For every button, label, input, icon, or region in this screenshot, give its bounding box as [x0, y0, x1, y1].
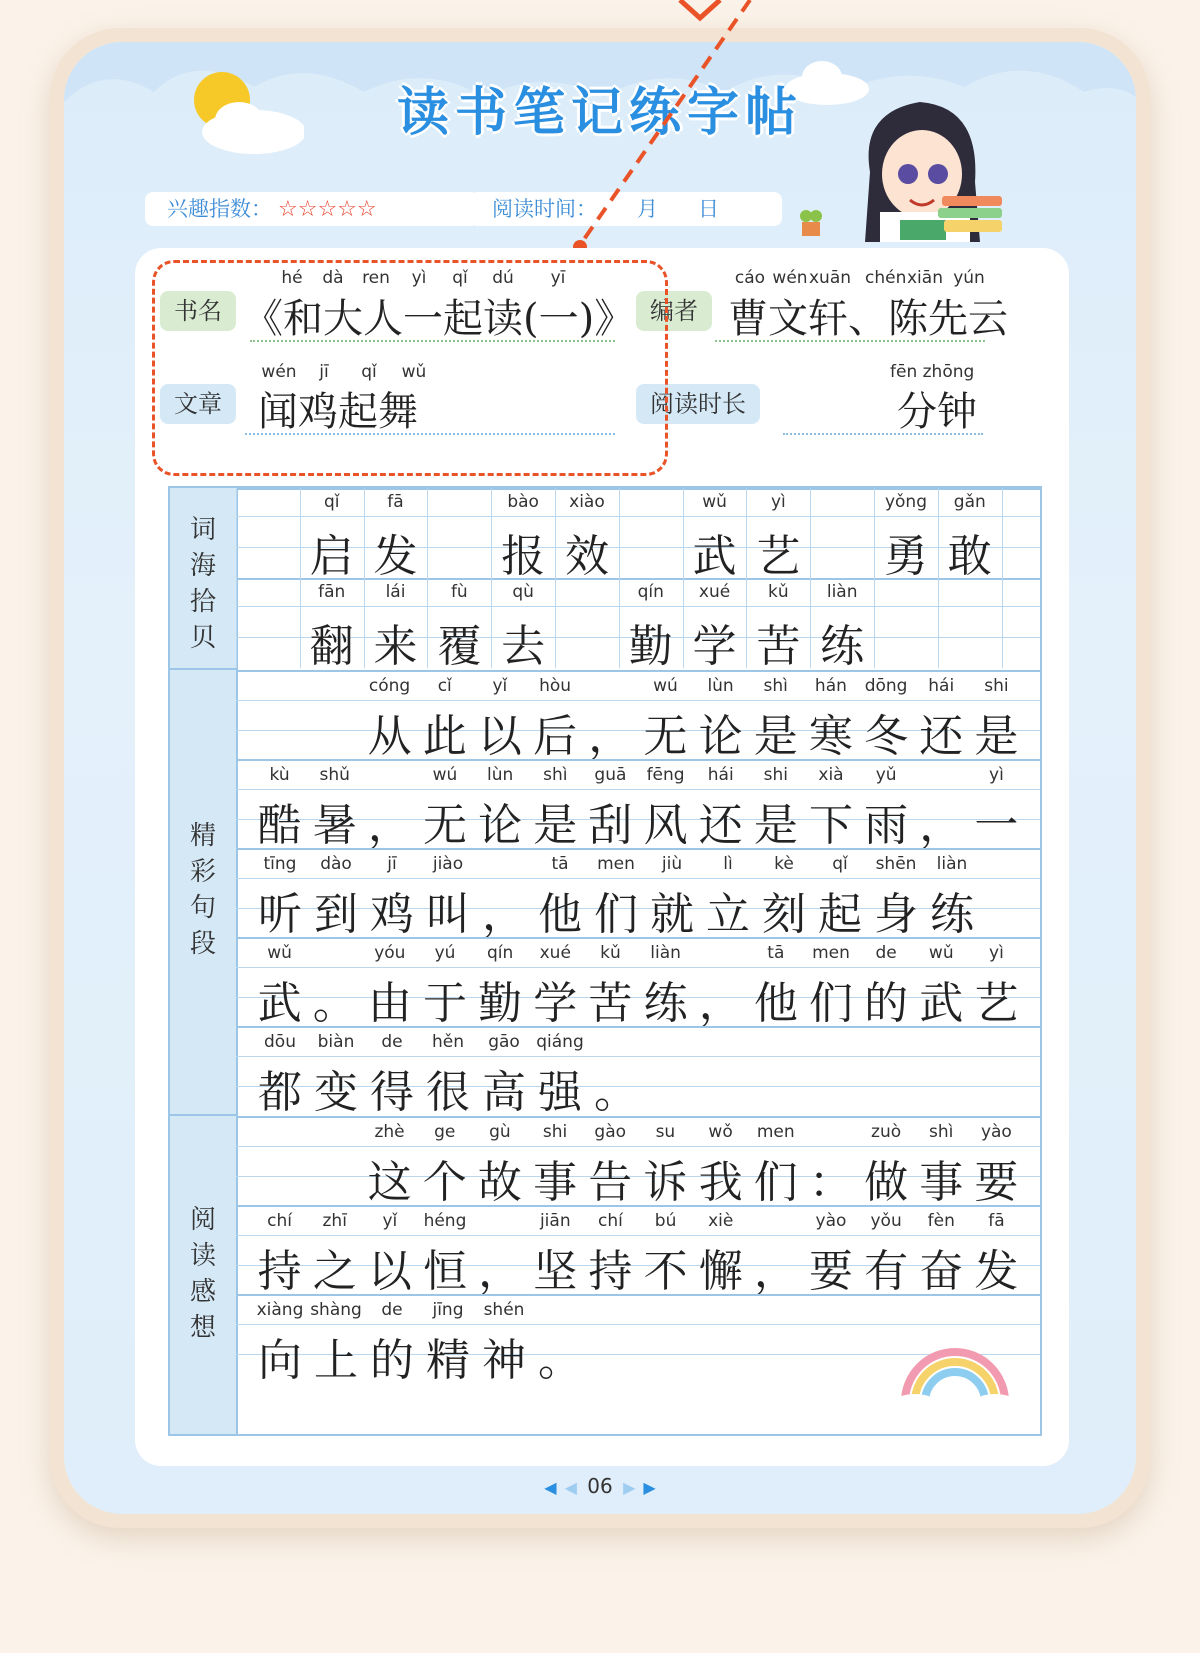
vocab-character: 来 [373, 621, 418, 672]
passage-pinyin: lùn [486, 765, 514, 785]
passage-character: 都 [258, 1067, 302, 1118]
passage-character: 寒 [808, 711, 853, 762]
thoughts-character: 要 [808, 1246, 853, 1297]
grid-cell-divider [874, 578, 875, 668]
passage-character: 的 [864, 978, 909, 1029]
vocab-character: 武 [692, 531, 737, 582]
passage-pinyin: jiù [661, 854, 683, 874]
passage-pinyin: cóng [368, 676, 411, 696]
passage-character: 后 [533, 711, 578, 762]
pinyin-syllable: wǔ [401, 362, 427, 382]
passage-pinyin: shì [543, 765, 568, 785]
interest-index [145, 192, 479, 226]
thoughts-character: 事 [919, 1157, 964, 1208]
grid-cell-divider [619, 488, 620, 578]
thoughts-pinyin: bú [654, 1211, 677, 1231]
pinyin-syllable: yī [550, 268, 566, 288]
passage-label [170, 818, 236, 962]
article-title[interactable]: 闻鸡起舞 [258, 389, 418, 435]
thoughts-pinyin: zuò [871, 1122, 902, 1142]
rainbow-icon [895, 1342, 1015, 1412]
grid-line [236, 488, 1040, 490]
thoughts-character: 以 [367, 1246, 412, 1297]
duration-underline[interactable] [783, 433, 983, 435]
thoughts-pinyin: yào [980, 1122, 1012, 1142]
section-label-char: 精 [189, 821, 216, 851]
thoughts-pinyin: fā [988, 1211, 1005, 1231]
passage-pinyin: shi [763, 765, 789, 785]
thoughts-pinyin: gào [594, 1122, 627, 1142]
page-navigation [0, 1474, 1200, 1498]
passage-pinyin: biàn [317, 1032, 355, 1052]
thoughts-character: 奋 [919, 1246, 964, 1297]
grid-line [236, 1205, 1040, 1207]
passage-character: 到 [314, 889, 358, 940]
grid-line [236, 759, 1040, 761]
pinyin-syllable: hé [281, 268, 303, 288]
prev-page-icon[interactable]: ◀ [544, 1478, 557, 1497]
next-page-icon[interactable]: ▶ [643, 1478, 656, 1497]
thoughts-pinyin: jiān [539, 1211, 571, 1231]
section-label-char: 感 [189, 1277, 216, 1307]
vocab-pinyin: kǔ [768, 582, 789, 602]
passage-pinyin: de [875, 943, 897, 963]
passage-character: 立 [706, 889, 750, 940]
passage-character: 酷 [257, 800, 302, 851]
thoughts-pinyin: shì [929, 1122, 954, 1142]
section-label-char: 贝 [189, 623, 216, 653]
passage-pinyin: qín [486, 943, 514, 963]
passage-pinyin: hán [814, 676, 847, 696]
passage-pinyin: dào [320, 854, 352, 874]
grid-cell-divider [427, 488, 428, 578]
passage-character: 武 [257, 978, 302, 1029]
book-title[interactable]: 《和大人一起读(一)》 [243, 296, 635, 342]
thoughts-pinyin: zhī [322, 1211, 347, 1231]
pinyin-syllable: xuān [809, 268, 852, 288]
grid-line [236, 578, 1040, 580]
grid-cell-divider [236, 578, 237, 668]
pinyin-syllable: yún [953, 268, 985, 288]
thoughts-character: 恒 [422, 1246, 467, 1297]
passage-pinyin: xià [818, 765, 844, 785]
passage-character: ， [367, 800, 412, 851]
month-label: 月 [637, 197, 658, 221]
thoughts-pinyin: de [381, 1300, 403, 1320]
thoughts-pinyin: xiè [708, 1211, 734, 1231]
section-label-char: 阅 [189, 1205, 216, 1235]
duration-unit: 分钟 [897, 389, 977, 435]
passage-character: 论 [478, 800, 523, 851]
passage-character: 武 [919, 978, 964, 1029]
passage-character: 从 [367, 711, 412, 762]
pinyin-syllable: xiān [907, 268, 943, 288]
passage-character: 下 [808, 800, 853, 851]
passage-pinyin: hái [707, 765, 734, 785]
pinyin-syllable: qǐ [361, 362, 377, 382]
passage-pinyin: guā [594, 765, 627, 785]
passage-pinyin: hěn [431, 1032, 464, 1052]
passage-character: 冬 [864, 711, 909, 762]
passage-pinyin: liàn [936, 854, 968, 874]
grid-line [236, 1116, 1040, 1118]
passage-section-label [170, 670, 238, 1116]
vocab-character: 覆 [437, 621, 482, 672]
thoughts-pinyin: xiàng [256, 1300, 304, 1320]
grid-line [236, 516, 1040, 517]
passage-pinyin: wú [432, 765, 458, 785]
vocab-character: 翻 [309, 621, 354, 672]
section-label-char: 想 [189, 1313, 216, 1343]
passage-pinyin: qiáng [536, 1032, 584, 1052]
thoughts-character: 要 [974, 1157, 1019, 1208]
vocab-pinyin: fù [450, 582, 468, 602]
thoughts-pinyin: yǐ [382, 1211, 398, 1231]
page-number: 06 [587, 1474, 613, 1498]
grid-cell-divider [555, 578, 556, 668]
section-label-char: 词 [189, 515, 216, 545]
passage-character: 是 [974, 711, 1019, 762]
book-label: 书名 [160, 291, 236, 331]
vocab-character: 去 [501, 621, 546, 672]
thoughts-pinyin: zhè [374, 1122, 405, 1142]
page-title: 读书笔记练字帖 [396, 83, 803, 143]
thoughts-character: 持 [588, 1246, 633, 1297]
vocab-pinyin: liàn [826, 582, 858, 602]
prev-page-icon-light[interactable]: ◀ [564, 1478, 577, 1497]
passage-pinyin: yǐ [492, 676, 508, 696]
passage-character: 是 [533, 800, 578, 851]
passage-pinyin: gāo [488, 1032, 520, 1052]
vocab-character: 学 [692, 621, 737, 672]
thoughts-character: 们 [753, 1157, 798, 1208]
thoughts-label [170, 1202, 236, 1346]
grid-cell-divider [810, 488, 811, 578]
thoughts-character: 有 [864, 1246, 909, 1297]
editor-label: 编者 [636, 291, 712, 331]
passage-pinyin: dōu [264, 1032, 296, 1052]
passage-character: 练 [930, 889, 974, 940]
passage-character: 苦 [588, 978, 633, 1029]
thoughts-character: 持 [257, 1246, 302, 1297]
passage-character: 勤 [478, 978, 523, 1029]
reading-date-label: 阅读时间： [492, 197, 597, 221]
passage-character: 以 [477, 711, 522, 762]
grid-cell-divider [1002, 488, 1003, 578]
passage-character: 强 [538, 1067, 582, 1118]
vocab-pinyin: qù [512, 582, 534, 602]
passage-pinyin: jiào [432, 854, 464, 874]
thoughts-character: 事 [533, 1157, 578, 1208]
books-icon [938, 192, 1008, 237]
passage-character: 变 [314, 1067, 358, 1118]
passage-pinyin: kè [774, 854, 794, 874]
duration-label: 阅读时长 [636, 384, 760, 424]
thoughts-pinyin: chí [597, 1211, 623, 1231]
thoughts-character: 向 [258, 1335, 302, 1386]
vocab-character: 报 [501, 531, 546, 582]
passage-character: 高 [482, 1067, 526, 1118]
passage-pinyin: hái [928, 676, 955, 696]
callout-dashed-arrow [570, 0, 770, 260]
passage-pinyin: shēn [875, 854, 917, 874]
section-label-char: 彩 [189, 857, 216, 887]
grid-line [236, 937, 1040, 939]
passage-pinyin: fēng [646, 765, 685, 785]
next-page-icon-light[interactable]: ▶ [623, 1478, 636, 1497]
thoughts-character: 精 [426, 1335, 470, 1386]
thoughts-pinyin: shén [483, 1300, 525, 1320]
grid-line [236, 606, 1040, 607]
thoughts-character: 这 [367, 1157, 412, 1208]
vocab-character: 苦 [756, 621, 801, 672]
passage-pinyin: jī [387, 854, 397, 874]
pinyin-syllable: qǐ [452, 268, 468, 288]
passage-character: 学 [533, 978, 578, 1029]
passage-pinyin: wǔ [267, 943, 292, 963]
passage-character: 刮 [588, 800, 633, 851]
passage-pinyin: shì [763, 676, 788, 696]
passage-pinyin: tīng [263, 854, 297, 874]
passage-character: 身 [874, 889, 918, 940]
thoughts-character: 个 [422, 1157, 467, 1208]
thoughts-character: 发 [974, 1246, 1019, 1297]
passage-character: 他 [753, 978, 798, 1029]
passage-pinyin: yóu [374, 943, 406, 963]
thoughts-character: 告 [588, 1157, 633, 1208]
section-label-char: 句 [189, 893, 216, 923]
vocab-pinyin: bào [507, 492, 539, 512]
pinyin-syllable: chén [865, 268, 907, 288]
pinyin-syllable: dú [492, 268, 514, 288]
passage-pinyin: de [381, 1032, 403, 1052]
thoughts-character: 做 [864, 1157, 909, 1208]
thoughts-character: 懈 [698, 1246, 743, 1297]
passage-character: 练 [643, 978, 688, 1029]
thoughts-character: 上 [314, 1335, 358, 1386]
thoughts-character: 故 [477, 1157, 522, 1208]
thoughts-pinyin: wǒ [708, 1122, 733, 1142]
vocab-section-label [170, 488, 238, 670]
highlight-dashed-box [152, 260, 668, 476]
thoughts-character: 神 [482, 1335, 526, 1386]
passage-character: 雨 [864, 800, 909, 851]
vocab-pinyin: fā [387, 492, 404, 512]
passage-character: 无 [422, 800, 467, 851]
passage-pinyin: tā [767, 943, 785, 963]
grid-cell-divider [938, 578, 939, 668]
interest-label: 兴趣指数： [167, 197, 272, 221]
vocab-pinyin: lái [385, 582, 406, 602]
passage-pinyin: wú [653, 676, 678, 696]
pinyin-syllable: jī [319, 362, 329, 382]
passage-pinyin: shi [984, 676, 1009, 696]
editor-name[interactable]: 曹文轩、陈先云 [728, 296, 1008, 342]
thoughts-pinyin: ge [434, 1122, 456, 1142]
vocab-pinyin: yì [770, 492, 786, 512]
passage-character: 。 [594, 1067, 638, 1118]
passage-pinyin: tā [551, 854, 569, 874]
thoughts-character: 不 [643, 1246, 688, 1297]
passage-character: 艺 [974, 978, 1019, 1029]
thoughts-pinyin: yào [815, 1211, 847, 1231]
passage-character: 起 [818, 889, 862, 940]
section-label-char: 海 [189, 551, 216, 581]
thoughts-pinyin: su [655, 1122, 676, 1142]
passage-character: 是 [753, 800, 798, 851]
duration-pinyin: fēn zhōng [890, 362, 975, 382]
vocab-pinyin: qín [637, 582, 664, 602]
practice-grid [168, 486, 1042, 1436]
thoughts-pinyin: shi [542, 1122, 568, 1142]
vocab-character: 艺 [756, 531, 801, 582]
vocab-pinyin: yǒng [884, 492, 927, 512]
thoughts-pinyin: shàng [310, 1300, 362, 1320]
passage-character: 于 [422, 978, 467, 1029]
thoughts-character: 之 [312, 1246, 357, 1297]
vocab-character: 练 [820, 621, 865, 672]
section-label-char: 段 [189, 929, 216, 959]
thoughts-character: 坚 [533, 1246, 578, 1297]
day-label: 日 [698, 197, 719, 221]
passage-character: 得 [370, 1067, 414, 1118]
passage-character: 很 [426, 1067, 470, 1118]
passage-character: 无 [643, 711, 688, 762]
grid-line [236, 670, 1040, 672]
passage-character: 们 [594, 889, 638, 940]
vocab-pinyin: xiào [569, 492, 605, 512]
passage-pinyin: kǔ [600, 943, 621, 963]
pinyin-syllable: yì [411, 268, 427, 288]
passage-pinyin: liàn [650, 943, 681, 963]
vocab-character: 勤 [628, 621, 673, 672]
passage-pinyin: hòu [539, 676, 572, 696]
passage-character: ， [588, 711, 633, 762]
passage-pinyin: lùn [707, 676, 734, 696]
vocab-pinyin: wǔ [702, 492, 727, 512]
vocab-pinyin: qǐ [323, 492, 340, 512]
thoughts-character: ， [478, 1246, 523, 1297]
grid-line [236, 1026, 1040, 1028]
passage-character: 就 [650, 889, 694, 940]
passage-pinyin: cǐ [437, 676, 452, 696]
passage-character: 刻 [762, 889, 806, 940]
passage-character: ， [482, 889, 526, 940]
passage-pinyin: yǔ [875, 765, 897, 785]
vocab-character: 勇 [883, 531, 928, 582]
passage-pinyin: wǔ [928, 943, 954, 963]
grid-cell-divider [1002, 578, 1003, 668]
passage-pinyin: kù [269, 765, 290, 785]
passage-pinyin: yú [434, 943, 456, 963]
passage-character: 此 [422, 711, 467, 762]
passage-pinyin: dōng [864, 676, 908, 696]
pinyin-syllable: cáo [734, 268, 766, 288]
vocab-label [170, 512, 236, 656]
thoughts-pinyin: gù [489, 1122, 511, 1142]
passage-character: 由 [367, 978, 412, 1029]
passage-character: 。 [312, 978, 357, 1029]
thoughts-character: ， [753, 1246, 798, 1297]
vocab-character: 效 [564, 531, 609, 582]
passage-character: 们 [808, 978, 853, 1029]
passage-pinyin: men [812, 943, 850, 963]
passage-character: 还 [698, 800, 743, 851]
thoughts-pinyin: jīng [432, 1300, 464, 1320]
vocab-character: 发 [373, 531, 418, 582]
vocab-character: 启 [309, 531, 354, 582]
vocab-character: 敢 [947, 531, 992, 582]
section-label-char: 读 [189, 1241, 216, 1271]
thoughts-pinyin: héng [423, 1211, 467, 1231]
passage-pinyin: shǔ [319, 765, 350, 785]
passage-character: 他 [538, 889, 582, 940]
passage-character: 论 [698, 711, 743, 762]
passage-character: 风 [643, 800, 688, 851]
passage-character: ， [919, 800, 964, 851]
thoughts-pinyin: yǒu [870, 1211, 902, 1231]
passage-character: 一 [974, 800, 1019, 851]
passage-pinyin: xué [539, 943, 571, 963]
passage-character: 是 [753, 711, 798, 762]
passage-character: 叫 [426, 889, 470, 940]
passage-character: 听 [258, 889, 302, 940]
passage-pinyin: qǐ [832, 854, 848, 874]
passage-character: 还 [919, 711, 964, 762]
vocab-pinyin: xué [698, 582, 731, 602]
passage-pinyin: lì [723, 854, 733, 874]
grid-line [236, 848, 1040, 850]
interest-stars[interactable]: ☆☆☆☆☆ [278, 197, 377, 222]
vocab-pinyin: fān [318, 582, 346, 602]
plant-icon [794, 204, 828, 238]
grid-line [236, 1294, 1040, 1296]
thoughts-pinyin: men [756, 1122, 795, 1142]
passage-pinyin: yì [989, 943, 1004, 963]
thoughts-pinyin: chí [267, 1211, 292, 1231]
thoughts-section-label [170, 1116, 238, 1434]
passage-character: ， [698, 978, 743, 1029]
editor-underline [715, 340, 985, 342]
passage-pinyin: yì [989, 765, 1004, 785]
thoughts-character: 我 [698, 1157, 743, 1208]
vocab-pinyin: gǎn [953, 492, 986, 512]
article-label: 文章 [160, 384, 236, 424]
section-label-char: 拾 [189, 587, 216, 617]
thoughts-character: 的 [370, 1335, 414, 1386]
pinyin-syllable: wén [772, 268, 808, 288]
thoughts-character: 诉 [643, 1157, 688, 1208]
passage-character: 暑 [312, 800, 357, 851]
passage-pinyin: men [597, 854, 635, 874]
thoughts-character: 。 [538, 1335, 582, 1386]
pinyin-syllable: wén [261, 362, 297, 382]
thoughts-pinyin: fèn [927, 1211, 955, 1231]
passage-character: 鸡 [370, 889, 414, 940]
grid-cell-divider [236, 488, 237, 578]
pinyin-syllable: ren [362, 268, 390, 288]
thoughts-character: ： [808, 1157, 853, 1208]
pinyin-syllable: dà [322, 268, 344, 288]
